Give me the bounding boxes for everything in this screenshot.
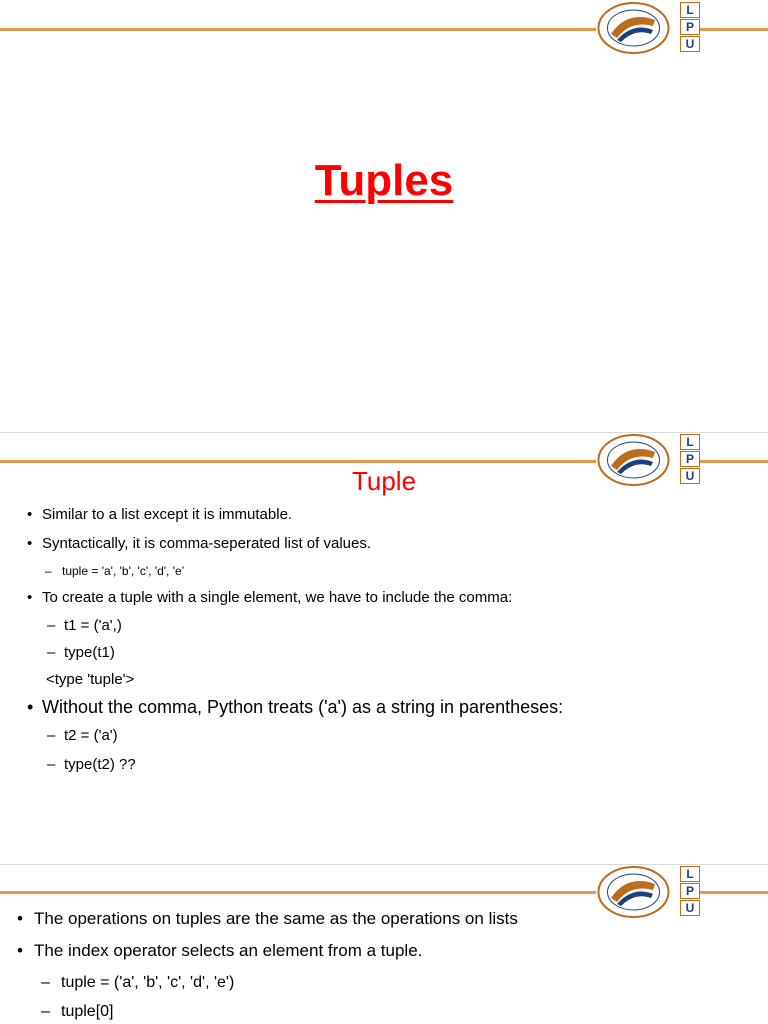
logo-letter-p: P	[680, 19, 700, 35]
dash-marker: –	[45, 564, 52, 578]
sub-item	[47, 756, 136, 773]
bullet-text: Similar to a list except it is immutable.	[42, 506, 293, 523]
bullet-item	[17, 941, 423, 961]
logo-letter-u: U	[680, 36, 700, 52]
header-line	[0, 460, 596, 463]
logo-letter-p: P	[680, 883, 700, 899]
bullet-text: Without the comma, Python treats ('a') as a string in parentheses:	[42, 697, 564, 717]
dash-marker: –	[47, 617, 56, 634]
slide-subtitle: Tuple	[351, 466, 417, 496]
sub-text: tuple = 'a', 'b', 'c', 'd', 'e’	[62, 564, 185, 578]
sub-text: t1 = ('a',)	[64, 617, 122, 634]
sub-text: type(t2) ??	[64, 756, 136, 773]
bullet-dot: •	[27, 697, 34, 717]
header-line	[0, 891, 596, 894]
bullet-dot: •	[17, 909, 23, 928]
slide-title	[0, 0, 768, 432]
sub-item	[41, 1003, 114, 1021]
sub-item	[47, 727, 118, 744]
sub-item	[47, 617, 122, 634]
output-line: <type 'tuple'>	[46, 671, 135, 688]
bullet-dot: •	[27, 589, 33, 606]
bullet-item	[27, 535, 372, 552]
dash-marker: –	[47, 756, 56, 773]
bullet-text: The operations on tuples are the same as the operations on lists	[34, 909, 518, 928]
bullet-item	[27, 506, 293, 523]
logo-letter-l: L	[680, 434, 700, 450]
slide-title-text: Tuples	[314, 156, 454, 205]
bullet-dot: •	[17, 941, 23, 960]
bullet-text: The index operator selects an element from a tuple.	[34, 941, 423, 960]
sub-text: t2 = ('a')	[64, 727, 118, 744]
logo-letter-l: L	[680, 866, 700, 882]
dash-marker: –	[47, 644, 56, 661]
header-line	[0, 28, 596, 31]
sub-text: tuple = ('a', 'b', 'c', 'd', 'e')	[61, 974, 235, 991]
sub-item	[45, 564, 185, 578]
logo-letter-u: U	[680, 468, 700, 484]
bullet-dot: •	[27, 506, 33, 523]
bullet-item	[27, 589, 513, 606]
bullet-text: To create a tuple with a single element, we have to include the comma:	[42, 589, 513, 606]
header-line-right	[700, 460, 768, 463]
university-seal-icon	[597, 2, 670, 54]
sub-item	[41, 974, 235, 992]
logo-letter-u: U	[680, 900, 700, 916]
slide-operations	[0, 864, 768, 1024]
logo-letter-p: P	[680, 451, 700, 467]
sub-text: tuple[0]	[61, 1003, 114, 1020]
bullet-item	[27, 697, 564, 718]
bullet-item	[17, 909, 518, 929]
dash-marker: –	[41, 1003, 50, 1020]
header-line-right	[700, 28, 768, 31]
sub-text: type(t1)	[64, 644, 115, 661]
bullet-text: Syntactically, it is comma-seperated list of values.	[42, 535, 372, 552]
header-line-right	[700, 891, 768, 894]
dash-marker: –	[47, 727, 56, 744]
lpu-logo	[680, 2, 700, 53]
university-seal-icon	[597, 866, 670, 918]
dash-marker: –	[41, 974, 50, 991]
logo-letter-l: L	[680, 2, 700, 18]
bullet-dot: •	[27, 535, 33, 552]
sub-item	[47, 644, 115, 661]
slide-tuple	[0, 432, 768, 864]
lpu-logo	[680, 866, 700, 917]
